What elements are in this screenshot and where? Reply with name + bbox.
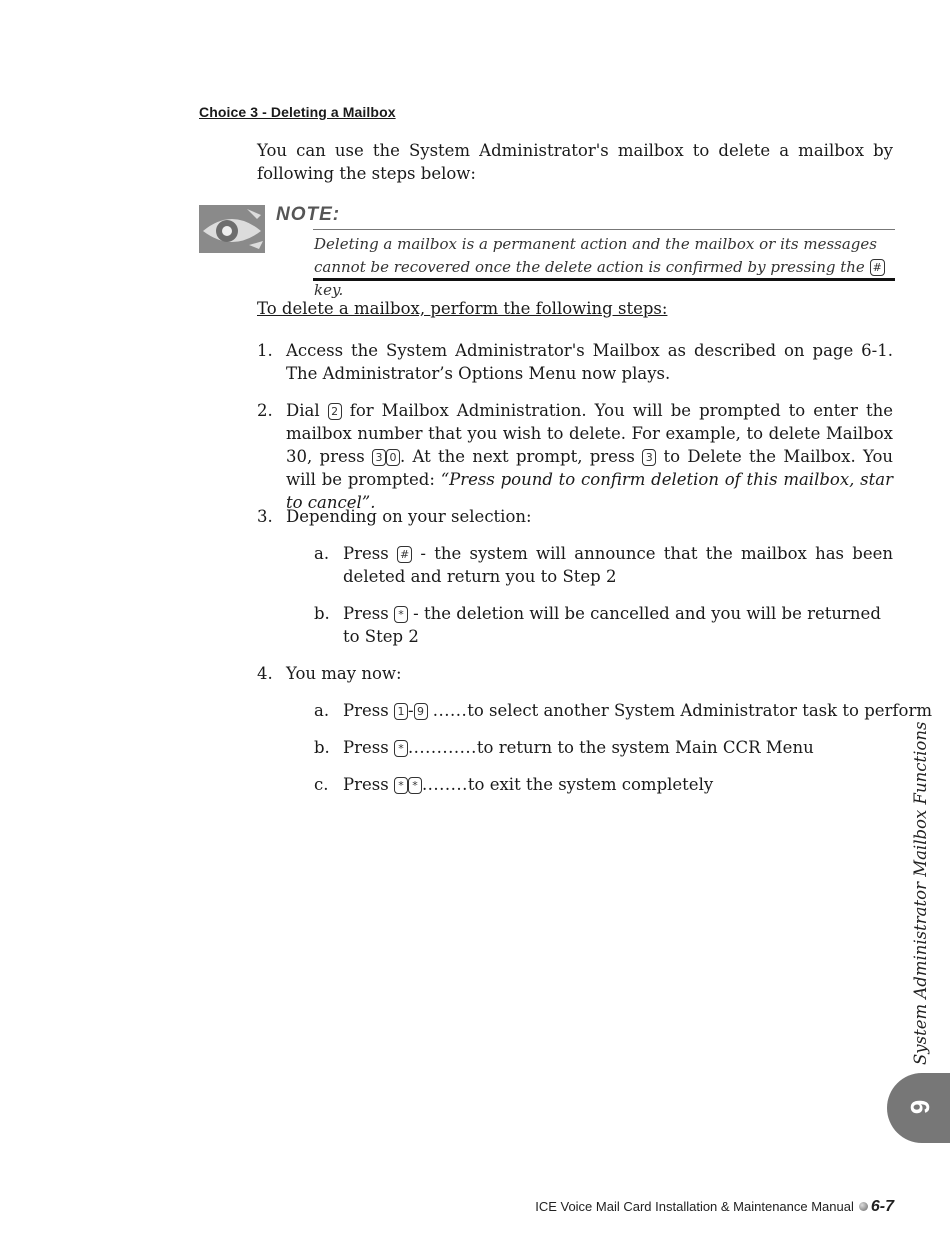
press-text: Press bbox=[343, 775, 394, 794]
substep-letter: a. bbox=[314, 701, 330, 720]
step-3a-text bbox=[343, 542, 893, 588]
step-4b-description: to return to the system Main CCR Menu bbox=[476, 738, 814, 757]
step-4b-text bbox=[343, 736, 903, 759]
press-text: Press bbox=[343, 544, 397, 563]
step-1-text: Access the System Administrator's Mailbox as described on page 6-1. The Administrator’s Options Menu now plays. bbox=[286, 341, 893, 383]
step-number: 4. bbox=[257, 664, 273, 683]
press-text: Press bbox=[343, 738, 394, 757]
pound-key-icon: # bbox=[397, 546, 412, 563]
step-2-part: to Delete the Mailbox. You will be prompted: bbox=[286, 447, 894, 489]
range-separator: - bbox=[407, 701, 414, 720]
substep-letter: b. bbox=[314, 604, 330, 623]
note-divider-top bbox=[313, 229, 895, 230]
step-2-part: . At the next prompt, press bbox=[399, 447, 643, 466]
key-0-icon: 0 bbox=[386, 449, 400, 466]
step-4c-text bbox=[343, 773, 903, 796]
note-text bbox=[314, 233, 894, 302]
key-2-icon: 2 bbox=[328, 403, 342, 420]
star-key-icon: * bbox=[394, 606, 408, 623]
step-3a-description: - the system will announce that the mailbox has been deleted and return you to Step 2 bbox=[343, 544, 893, 586]
bullet-dot-icon bbox=[859, 1202, 868, 1211]
step-2-part: Dial bbox=[286, 401, 328, 420]
step-number: 2. bbox=[257, 401, 273, 420]
leader-dots: ........ bbox=[421, 775, 468, 794]
intro-paragraph: You can use the System Administrator's mailbox to delete a mailbox by following the steps below: bbox=[257, 141, 893, 183]
step-2-part: for Mailbox Administration. You will be prompted to enter the mailbox number that you wish to delete. For example, to delete Mailbox 30, press bbox=[286, 401, 893, 466]
step-number: 3. bbox=[257, 507, 273, 526]
note-text-after: key. bbox=[314, 281, 344, 299]
page-number: 6-7 bbox=[870, 1198, 894, 1215]
leader-dots: ............ bbox=[407, 738, 477, 757]
key-3-icon: 3 bbox=[642, 449, 656, 466]
step-2-text bbox=[286, 399, 893, 514]
eye-icon bbox=[199, 205, 265, 253]
step-4a-description: to select another System Administrator task to perform bbox=[467, 701, 932, 720]
step-3-text: Depending on your selection: bbox=[286, 507, 532, 526]
step-3b-description: - the deletion will be cancelled and you will be returned to Step 2 bbox=[343, 604, 881, 646]
key-3-icon: 3 bbox=[372, 449, 386, 466]
press-text: Press bbox=[343, 701, 394, 720]
star-key-icon: * bbox=[394, 740, 408, 757]
star-key-icon: * bbox=[408, 777, 422, 794]
step-number: 1. bbox=[257, 341, 273, 360]
step-4a-text bbox=[343, 699, 932, 722]
step-4-text: You may now: bbox=[286, 664, 402, 683]
press-text: Press bbox=[343, 604, 394, 623]
leader-dots: ...... bbox=[432, 701, 468, 720]
note-divider-bottom bbox=[313, 278, 895, 281]
substep-letter: a. bbox=[314, 544, 330, 563]
section-heading: Choice 3 - Deleting a Mailbox bbox=[199, 104, 396, 120]
key-1-icon: 1 bbox=[394, 703, 408, 720]
pound-key-icon: # bbox=[870, 259, 885, 276]
page-footer bbox=[440, 1198, 894, 1216]
substep-letter: c. bbox=[314, 775, 329, 794]
note-text-before: Deleting a mailbox is a permanent action and the mailbox or its messages cannot be recovered once the delete action is confirmed by pressing the bbox=[314, 235, 877, 276]
footer-title: ICE Voice Mail Card Installation & Maintenance Manual bbox=[535, 1199, 854, 1214]
step-2-quote: “Press pound to confirm deletion of this mailbox, star to cancel”. bbox=[286, 470, 893, 512]
steps-heading: To delete a mailbox, perform the following steps: bbox=[257, 299, 668, 318]
substep-letter: b. bbox=[314, 738, 330, 757]
note-label: NOTE: bbox=[276, 204, 341, 225]
key-9-icon: 9 bbox=[414, 703, 428, 720]
star-key-icon: * bbox=[394, 777, 408, 794]
chapter-side-title: System Administrator Mailbox Functions bbox=[911, 721, 930, 1065]
step-4c-description: to exit the system completely bbox=[467, 775, 714, 794]
step-3b-text bbox=[343, 602, 893, 648]
chapter-number: 6 bbox=[905, 1099, 936, 1115]
